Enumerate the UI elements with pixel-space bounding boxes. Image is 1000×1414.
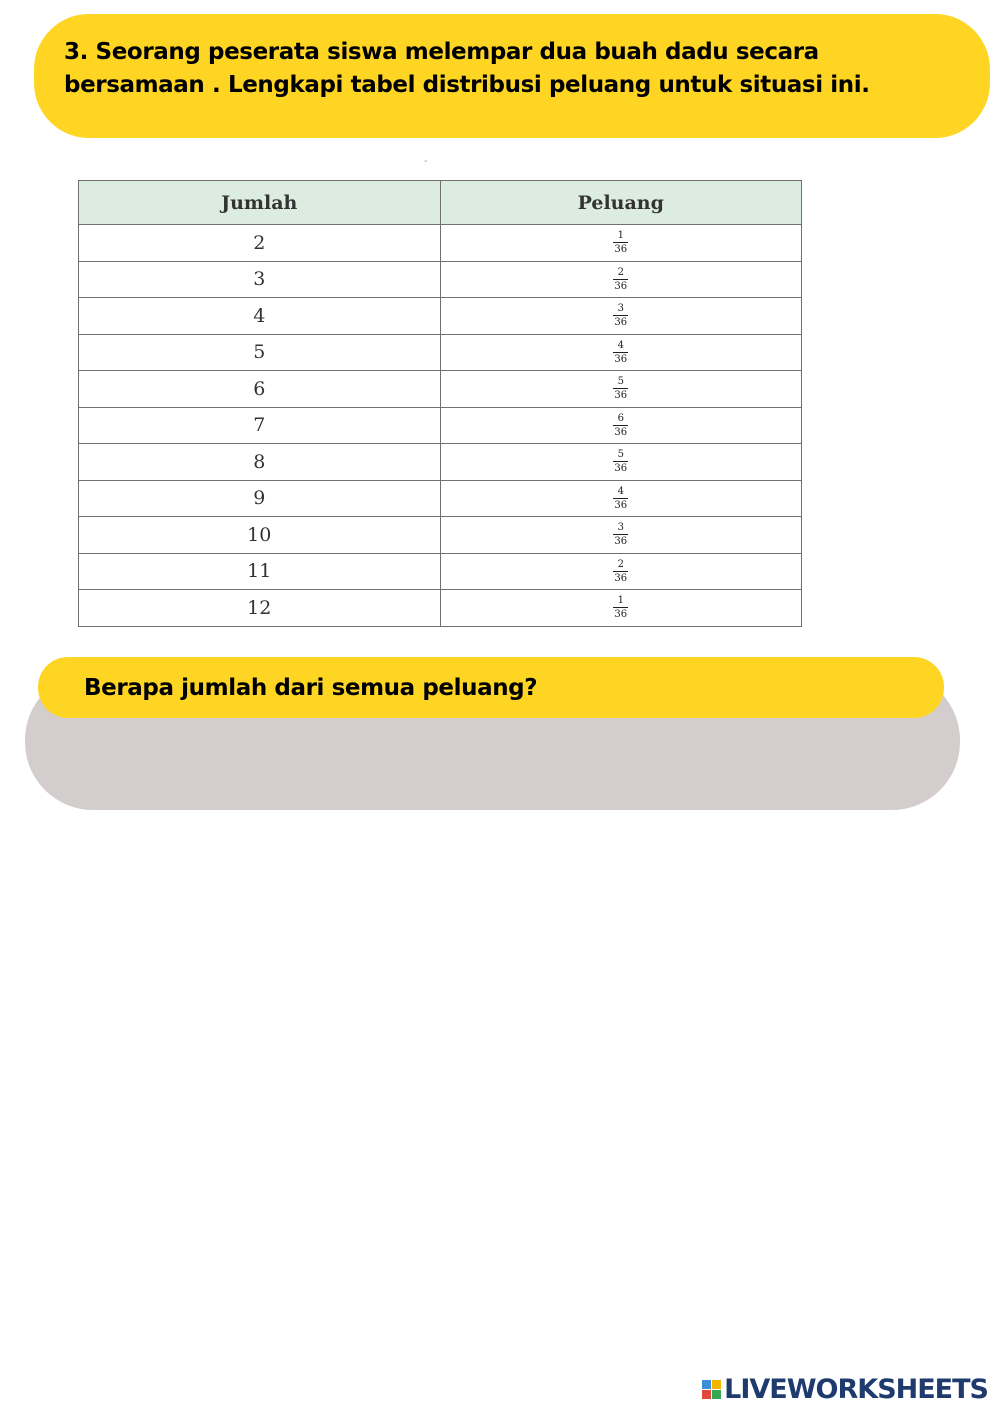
fraction-denominator: 36 xyxy=(614,353,628,365)
fraction-denominator: 36 xyxy=(614,280,628,292)
fraction-denominator: 36 xyxy=(614,390,628,402)
cell-jumlah: 9 xyxy=(79,480,441,517)
cell-peluang xyxy=(440,480,802,517)
fraction-numerator: 4 xyxy=(617,485,624,497)
cell-peluang xyxy=(440,225,802,262)
cell-peluang xyxy=(440,334,802,371)
fraction-bar xyxy=(613,498,628,499)
table-row xyxy=(79,334,802,371)
fraction-denominator: 36 xyxy=(614,536,628,548)
fraction-numerator: 3 xyxy=(617,522,624,534)
table-row xyxy=(79,480,802,517)
table-row xyxy=(79,371,802,408)
cell-peluang xyxy=(440,407,802,444)
fraction-denominator: 36 xyxy=(614,572,628,584)
fraction-bar xyxy=(613,352,628,353)
logo-square-3 xyxy=(702,1390,711,1399)
fraction-bar xyxy=(613,571,628,572)
logo-square-1 xyxy=(702,1380,711,1389)
table-row xyxy=(79,590,802,627)
probability-fraction xyxy=(613,449,628,474)
cell-jumlah: 11 xyxy=(79,553,441,590)
probability-fraction xyxy=(613,595,628,620)
cell-peluang xyxy=(440,261,802,298)
table-header-row xyxy=(79,181,802,225)
cell-jumlah: 7 xyxy=(79,407,441,444)
header-jumlah: Jumlah xyxy=(79,181,441,225)
fraction-numerator: 6 xyxy=(617,412,624,424)
fraction-numerator: 1 xyxy=(617,230,624,242)
table-row xyxy=(79,553,802,590)
fraction-denominator: 36 xyxy=(614,609,628,621)
logo-square-2 xyxy=(712,1380,721,1389)
cell-peluang xyxy=(440,517,802,554)
probability-fraction xyxy=(613,230,628,255)
fraction-numerator: 5 xyxy=(617,376,624,388)
table-row xyxy=(79,225,802,262)
tiny-mark: - xyxy=(424,156,428,167)
logo-square-4 xyxy=(712,1390,721,1399)
probability-fraction xyxy=(613,559,628,584)
brand-name: LIVEWORKSHEETS xyxy=(724,1374,988,1405)
cell-jumlah: 2 xyxy=(79,225,441,262)
liveworksheets-logo-icon xyxy=(702,1380,721,1399)
fraction-bar xyxy=(613,461,628,462)
fraction-denominator: 36 xyxy=(614,463,628,475)
fraction-numerator: 4 xyxy=(617,339,624,351)
cell-peluang xyxy=(440,444,802,481)
table-row xyxy=(79,444,802,481)
question-banner xyxy=(34,14,990,138)
table-row xyxy=(79,261,802,298)
cell-jumlah: 3 xyxy=(79,261,441,298)
probability-fraction xyxy=(613,413,628,438)
probability-fraction xyxy=(613,376,628,401)
probability-fraction xyxy=(613,303,628,328)
cell-peluang xyxy=(440,371,802,408)
cell-jumlah: 4 xyxy=(79,298,441,335)
fraction-denominator: 36 xyxy=(614,317,628,329)
question-text: 3. Seorang peserata siswa melempar dua buah dadu secara bersamaan . Lengkapi tabel distribusi peluang untuk situasi ini. xyxy=(64,39,870,98)
liveworksheets-brand xyxy=(702,1374,988,1405)
probability-fraction xyxy=(613,486,628,511)
question2-banner xyxy=(38,657,944,718)
fraction-bar xyxy=(613,388,628,389)
probability-fraction xyxy=(613,267,628,292)
fraction-bar xyxy=(613,279,628,280)
table-row xyxy=(79,407,802,444)
probability-fraction xyxy=(613,522,628,547)
table-row xyxy=(79,517,802,554)
fraction-bar xyxy=(613,315,628,316)
cell-jumlah: 8 xyxy=(79,444,441,481)
cell-peluang xyxy=(440,298,802,335)
question2-text: Berapa jumlah dari semua peluang? xyxy=(84,674,538,701)
fraction-bar xyxy=(613,242,628,243)
fraction-bar xyxy=(613,425,628,426)
fraction-bar xyxy=(613,607,628,608)
cell-jumlah: 12 xyxy=(79,590,441,627)
cell-jumlah: 10 xyxy=(79,517,441,554)
header-peluang: Peluang xyxy=(440,181,802,225)
fraction-denominator: 36 xyxy=(614,244,628,256)
cell-peluang xyxy=(440,590,802,627)
cell-jumlah: 6 xyxy=(79,371,441,408)
cell-jumlah: 5 xyxy=(79,334,441,371)
fraction-denominator: 36 xyxy=(614,499,628,511)
table-row xyxy=(79,298,802,335)
probability-fraction xyxy=(613,340,628,365)
fraction-numerator: 2 xyxy=(617,558,624,570)
fraction-denominator: 36 xyxy=(614,426,628,438)
fraction-bar xyxy=(613,534,628,535)
fraction-numerator: 2 xyxy=(617,266,624,278)
fraction-numerator: 3 xyxy=(617,303,624,315)
fraction-numerator: 5 xyxy=(617,449,624,461)
table-body xyxy=(79,225,802,627)
cell-peluang xyxy=(440,553,802,590)
fraction-numerator: 1 xyxy=(617,595,624,607)
probability-distribution-table xyxy=(78,180,802,627)
